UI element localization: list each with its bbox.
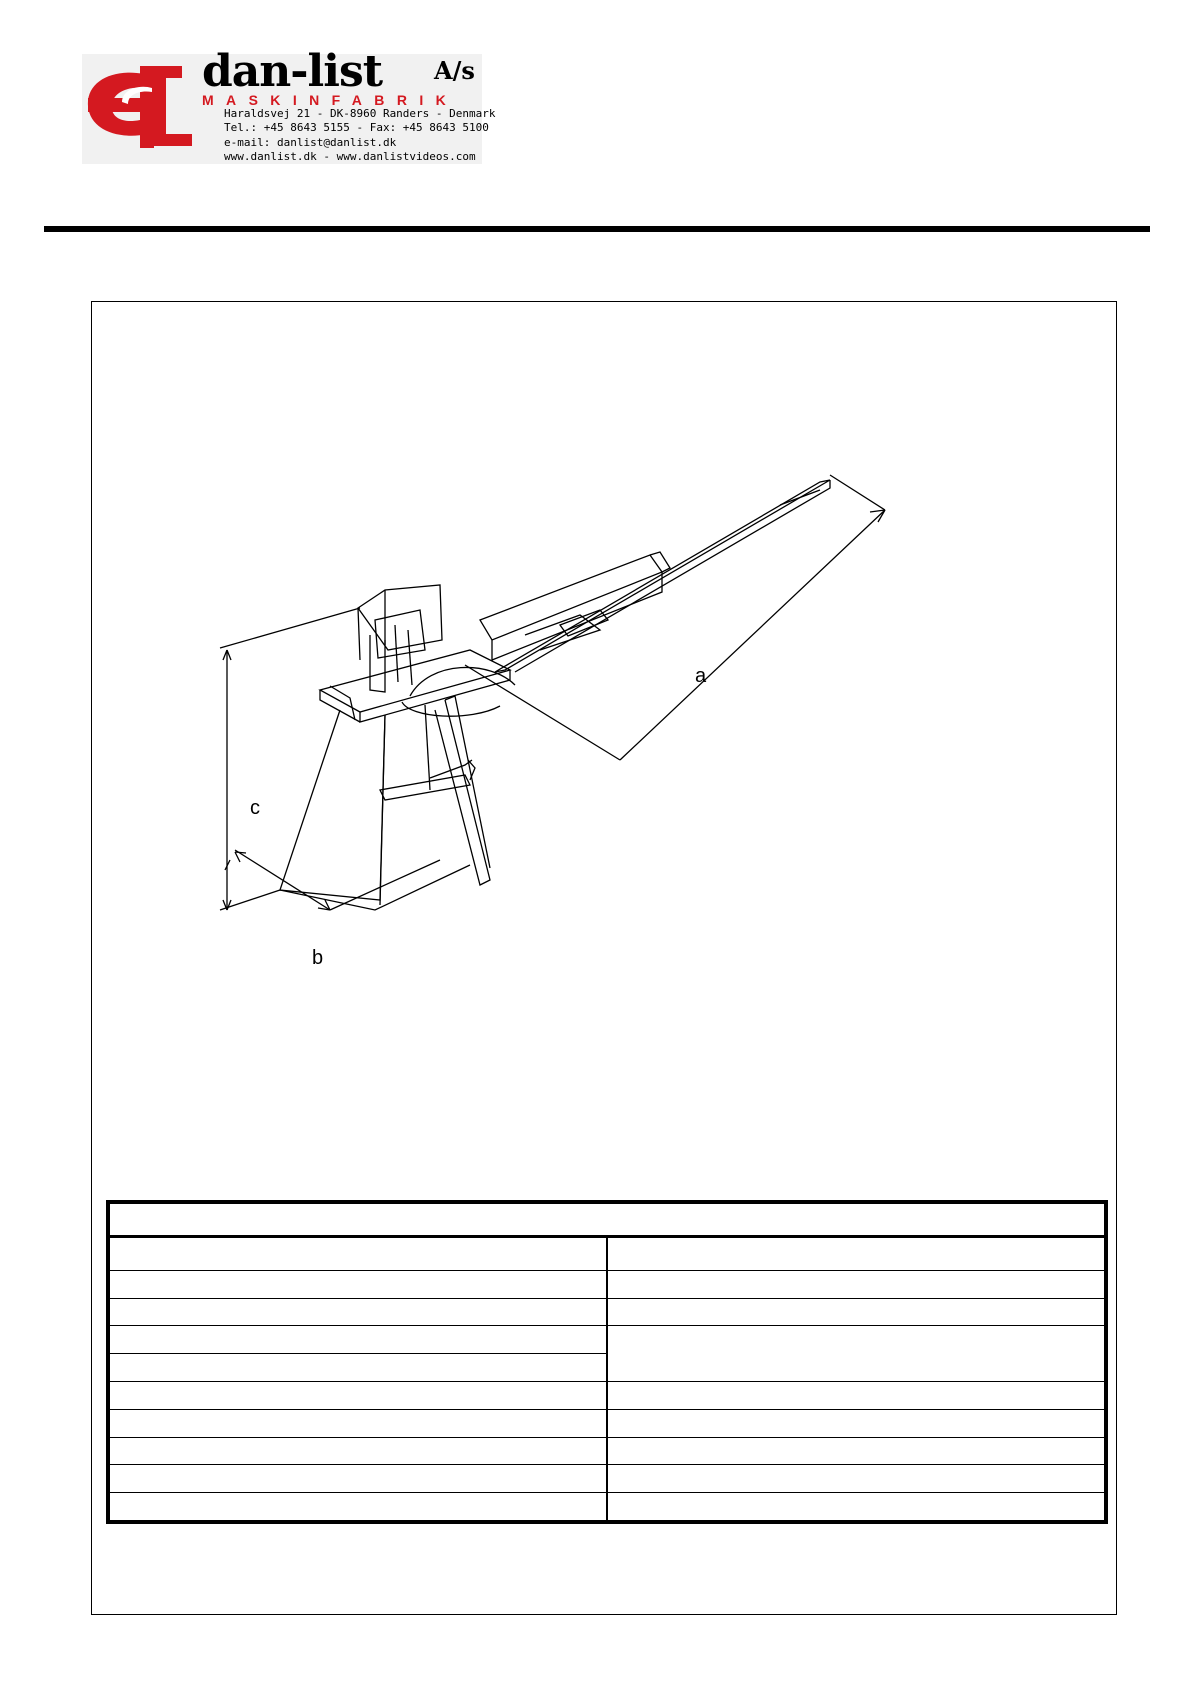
- table-row: [110, 1381, 1105, 1409]
- spec-table: [106, 1200, 1108, 1524]
- work-table: [320, 650, 510, 712]
- dimension-label-c: c: [250, 797, 260, 819]
- dimension-line-c: [220, 608, 360, 910]
- spec-label: [110, 1465, 608, 1493]
- dimension-line-a: [465, 475, 885, 760]
- spec-label: [110, 1409, 608, 1437]
- address-line: Tel.: +45 8643 5155 - Fax: +45 8643 5100: [224, 121, 489, 135]
- table-row: [110, 1298, 1105, 1326]
- table-row: [110, 1270, 1105, 1298]
- machine-drawing: [180, 460, 980, 1020]
- address-line: e-mail: danlist@danlist.dk: [224, 135, 397, 149]
- spec-label: [110, 1354, 608, 1382]
- machine-stand: [280, 710, 385, 900]
- spec-value: [607, 1270, 1105, 1298]
- spec-value: [607, 1465, 1105, 1493]
- company-logo: [82, 46, 496, 164]
- table-row: [110, 1409, 1105, 1437]
- spec-table-header: [110, 1204, 1105, 1237]
- spec-label: [110, 1381, 608, 1409]
- spec-value: [607, 1493, 1105, 1521]
- dimension-label-a: a: [695, 665, 707, 687]
- spec-label: [110, 1326, 608, 1354]
- spec-value: [607, 1381, 1105, 1409]
- address-line: Haraldsvej 21 - DK-8960 Randers - Denmark: [224, 107, 496, 120]
- spec-label: [110, 1437, 608, 1465]
- spec-label: [110, 1493, 608, 1521]
- spec-value: [607, 1437, 1105, 1465]
- table-row: [110, 1326, 1105, 1354]
- spec-label: [110, 1270, 608, 1298]
- spec-value: [607, 1409, 1105, 1437]
- header-rule: [44, 226, 1150, 232]
- spec-table-header-row: [110, 1204, 1105, 1237]
- spec-label: [110, 1298, 608, 1326]
- dimension-label-b: b: [312, 947, 324, 969]
- table-row: [110, 1237, 1105, 1270]
- danlist-logo-mark-icon: [82, 62, 202, 152]
- spec-value: [607, 1237, 1105, 1270]
- brand-suffix: A/s: [434, 56, 475, 85]
- brand-name: dan-list: [202, 46, 383, 97]
- table-row: [110, 1465, 1105, 1493]
- table-row: [110, 1493, 1105, 1521]
- address-line: www.danlist.dk - www.danlistvideos.com: [224, 150, 476, 164]
- spec-value: [607, 1298, 1105, 1326]
- spec-value: [607, 1326, 1105, 1382]
- table-row: [110, 1437, 1105, 1465]
- company-address: [224, 107, 496, 165]
- spec-label: [110, 1237, 608, 1270]
- brand-subtitle: MASKINFABRIK: [202, 92, 459, 108]
